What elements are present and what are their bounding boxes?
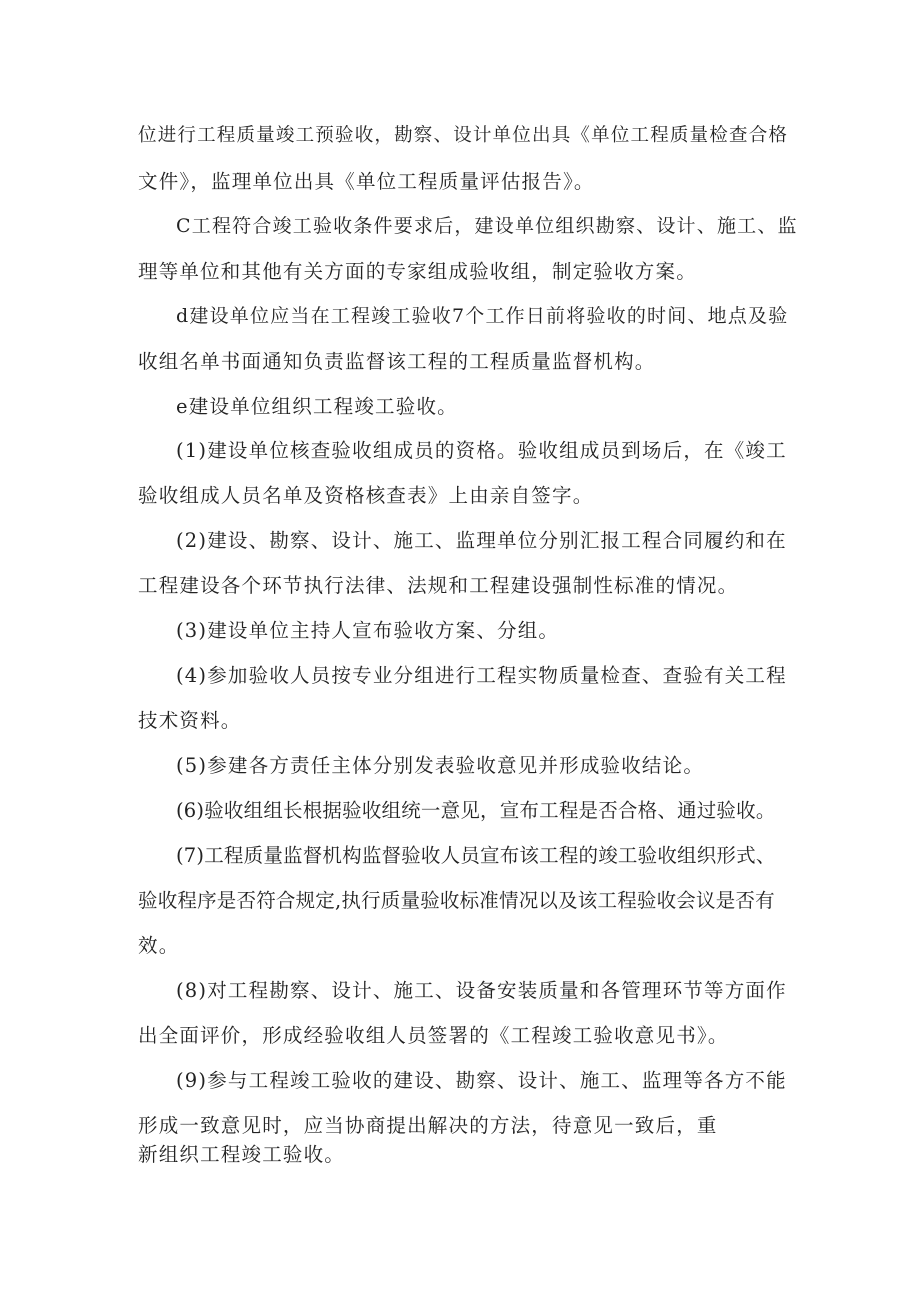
- text-line: 验收程序是否符合规定,执行质量验收标准情况以及该工程验收会议是否有: [138, 889, 775, 912]
- text-line: 出全面评价，形成经验收组人员签署的《工程竣工验收意见书》。: [138, 1024, 729, 1047]
- text-line: 新组织工程竣工验收。: [138, 1143, 346, 1166]
- text-line: (9)参与工程竣工验收的建设、勘察、设计、施工、监理等各方不能: [176, 1069, 787, 1092]
- text-line: (7)工程质量监督机构监督验收人员宣布该工程的竣工验收组织形式、: [176, 844, 776, 867]
- text-line: (6)验收组组长根据验收组统一意见，宣布工程是否合格、通过验收。: [176, 799, 776, 822]
- text-line: e建设单位组织工程竣工验收。: [176, 395, 458, 418]
- text-line: 效。: [138, 934, 180, 957]
- text-line: 理等单位和其他有关方面的专家组成验收组，制定验收方案。: [138, 260, 697, 283]
- text-line: 技术资料。: [138, 709, 242, 732]
- text-line: 位进行工程质量竣工预验收，勘察、设计单位出具《单位工程质量检查合格: [138, 125, 789, 146]
- text-line: (3)建设单位主持人宣布验收方案、分组。: [176, 619, 560, 642]
- text-line: 工程建设各个环节执行法律、法规和工程建设强制性标准的情况。: [138, 574, 739, 597]
- text-line: (8)对工程勘察、设计、施工、设备安装质量和各管理环节等方面作: [176, 979, 787, 1002]
- text-line: (2)建设、勘察、设计、施工、监理单位分别汇报工程合同履约和在: [176, 529, 787, 552]
- text-line: 文件》，监理单位出具《单位工程质量评估报告》。: [138, 170, 595, 193]
- text-line: 收组名单书面通知负责监督该工程的工程质量监督机构。: [138, 350, 656, 373]
- text-line: (5)参建各方责任主体分别发表验收意见并形成验收结论。: [176, 754, 705, 777]
- text-line: 验收组成人员名单及资格核查表》上由亲自签字。: [138, 484, 594, 507]
- text-line: (4)参加验收人员按专业分组进行工程实物质量检查、查验有关工程: [176, 664, 787, 687]
- text-line: (1)建设单位核查验收组成员的资格。验收组成员到场后，在《竣工: [176, 439, 787, 462]
- text-line: 形成一致意见时，应当协商提出解决的方法，待意见一致后，重: [138, 1114, 718, 1137]
- text-line: C工程符合竣工验收条件要求后，建设单位组织勘察、设计、施工、监: [176, 215, 798, 237]
- text-line: d建设单位应当在工程竣工验收7个工作日前将验收的时间、地点及验: [176, 305, 789, 327]
